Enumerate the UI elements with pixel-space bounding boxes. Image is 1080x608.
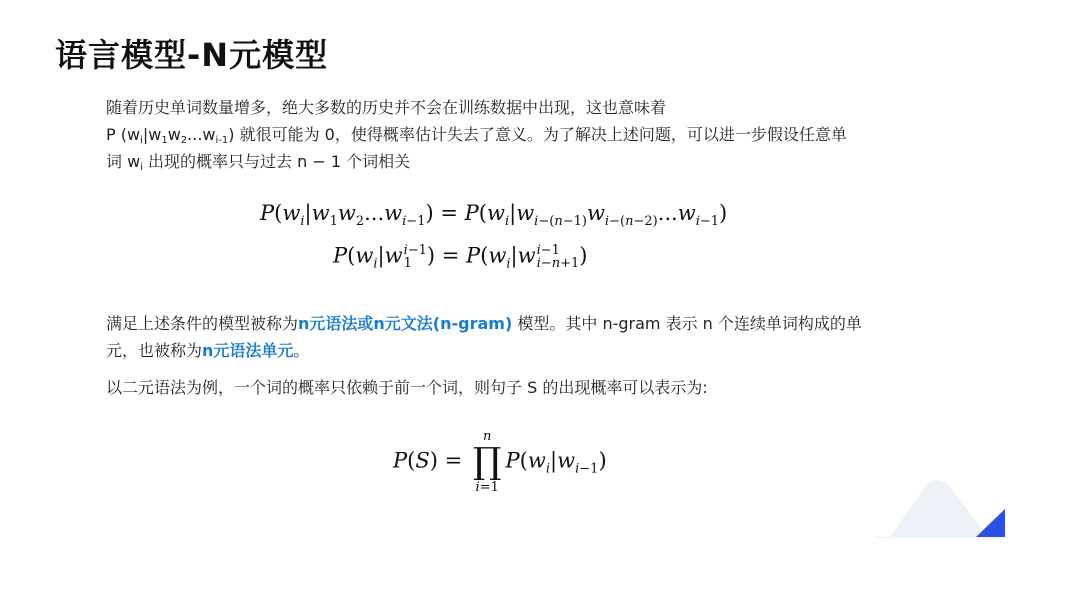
ngram-line-2: 元，也被称为n元语法单元。 — [106, 341, 310, 360]
intro-paragraph — [106, 94, 847, 175]
ngram-line-1: 满足上述条件的模型被称为n元语法或n元文法(n-gram) 模型。其中 n-gram 表示 n 个连续单词构成的单 — [106, 314, 862, 333]
ngram-unit-highlight: n元语法单元 — [202, 341, 294, 360]
ngram-term-highlight: n元语法或n元文法(n-gram) — [298, 314, 513, 333]
intro-line-3: 词 $w_i$ 出现的概率只与过去 n − 1 个词相关 — [106, 152, 411, 173]
bigram-example-paragraph: 以二元语法为例，一个词的概率只依赖于前一个词，则句子 S 的出现概率可以表示为: — [106, 378, 708, 397]
intro-line-2: P $(w_i|w_1w_2...w_{i-1})$ 就很可能为 0，使得概率估计失去了意义。为了解决上述问题，可以进一步假设任意单 — [106, 125, 847, 146]
page-title: 语言模型-N元模型 — [55, 36, 329, 74]
decor-light-base — [876, 537, 1000, 538]
equation-markov-assumption: $P(w_i|w_1w_2...w_{i-1}) = P(w_i|w_{i-(n-1)}w_{i-(n-2)}...w_{i-1})$ — [260, 201, 728, 229]
decor-light-shape — [890, 480, 988, 537]
equation-bigram-product: P(S) = n ∏ i=1 $P(w_i|w_{i-1})$ — [393, 429, 607, 495]
equation-compact-form: $P(w_i|w$ i−1 1 ) = $P(w_i|w$ i−1 i−n+1 ) — [333, 243, 588, 272]
intro-line-1: 随着历史单词数量增多，绝大多数的历史并不会在训练数据中出现，这也意味着 — [106, 98, 667, 117]
corner-decoration — [860, 465, 1020, 555]
ngram-definition-paragraph — [106, 310, 862, 364]
product-operator: n ∏ i=1 — [472, 429, 502, 495]
